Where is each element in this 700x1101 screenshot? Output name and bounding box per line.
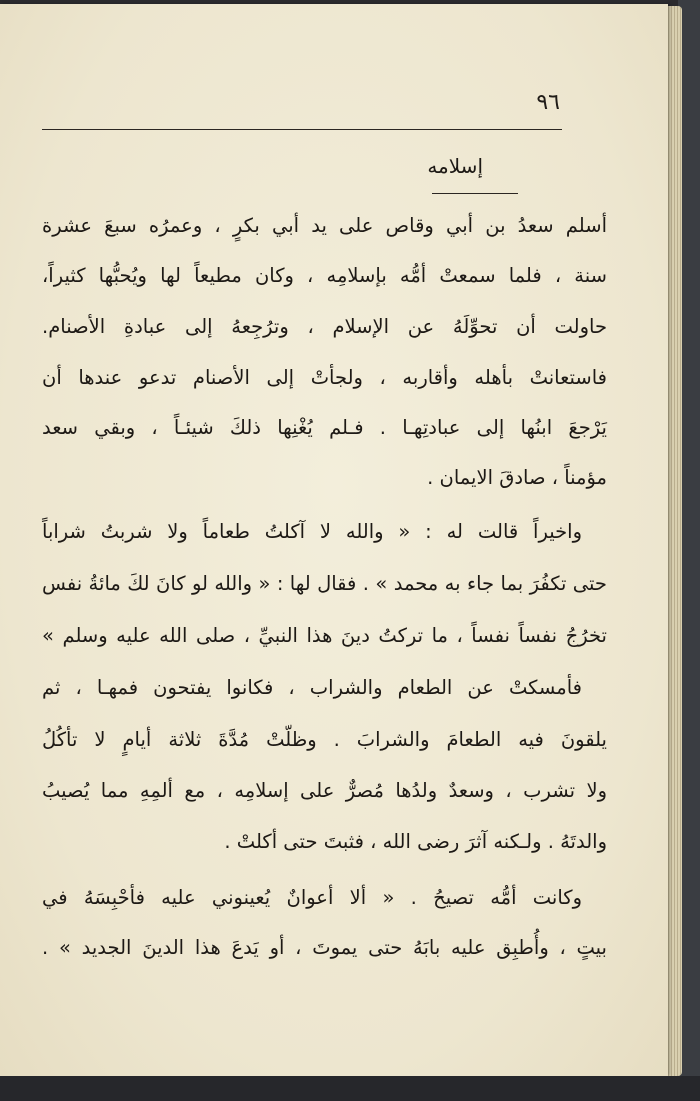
text-line: بيتٍ ، وأُطبِق عليه بابَهُ حتى يموتَ ، أو يَدعَ هذا الدينَ الجديد » . [42, 936, 607, 959]
text-line: والدتَهُ . ولـكنه آثرَ رضى الله ، فثبتَ حتى أكلتْ . [224, 830, 607, 853]
header-rule [42, 129, 562, 130]
text-line: مؤمناً ، صادقَ الايمان . [427, 466, 607, 489]
text-line: ولا تشرب ، وسعدٌ ولدُها مُصرٌّ على إسلامِه ، مع ألمِهِ مما يُصيبُ [42, 779, 607, 802]
text-line: حاولت أن تحوِّلَهُ عن الإسلام ، وترُجِعهُ إلى عبادةِ الأصنام. [42, 315, 607, 338]
text-line: واخيراً قالت له : « والله لا آكلتُ طعاماً ولا شربتُ شراباً [42, 520, 582, 543]
text-line: حتى تكفُرَ بما جاء به محمد » . فقال لها : « والله لو كانَ لكَ مائةُ نفس [42, 572, 607, 595]
section-title: إسلامه [427, 154, 483, 178]
text-line: وكانت أمُّه تصيحُ . « ألا أعوانٌ يُعينوني عليه فأحْبِسَهُ في [42, 886, 582, 909]
text-line: سنة ، فلما سمعتْ أمُّه بإسلامِه ، وكان مطيعاً لها ويُحبُّها كثيراً، [42, 264, 607, 287]
text-line: يَرْجعَ ابنُها إلى عبادتِهـا . فـلم يُغْنِها ذلكَ شيئـاً ، وبقي سعد [42, 416, 607, 439]
title-underline [432, 193, 518, 194]
text-line: فاستعانتْ بأهله وأقاربه ، ولجأتْ إلى الأصنام تدعو عندها أن [42, 366, 607, 389]
book-page [0, 4, 668, 1076]
bottom-backdrop [0, 1076, 700, 1101]
text-line: فأمسكتْ عن الطعام والشراب ، فكانوا يفتحون فمهـا ، ثم [42, 676, 582, 699]
text-line: أسلم سعدُ بن أبي وقاص على يد أبي بكرٍ ، وعمرُه سبعَ عشرة [42, 214, 607, 237]
text-line: يلقونَ فيه الطعامَ والشرابَ . وظلّتْ مُدَّةَ ثلاثة أيامٍ لا تأكُلُ [42, 728, 607, 751]
text-line: تخرُجُ نفساً نفساً ، ما تركتُ دينَ هذا النبيِّ ، صلى الله عليه وسلم » [42, 624, 607, 647]
page-number: ٩٦ [536, 90, 560, 115]
